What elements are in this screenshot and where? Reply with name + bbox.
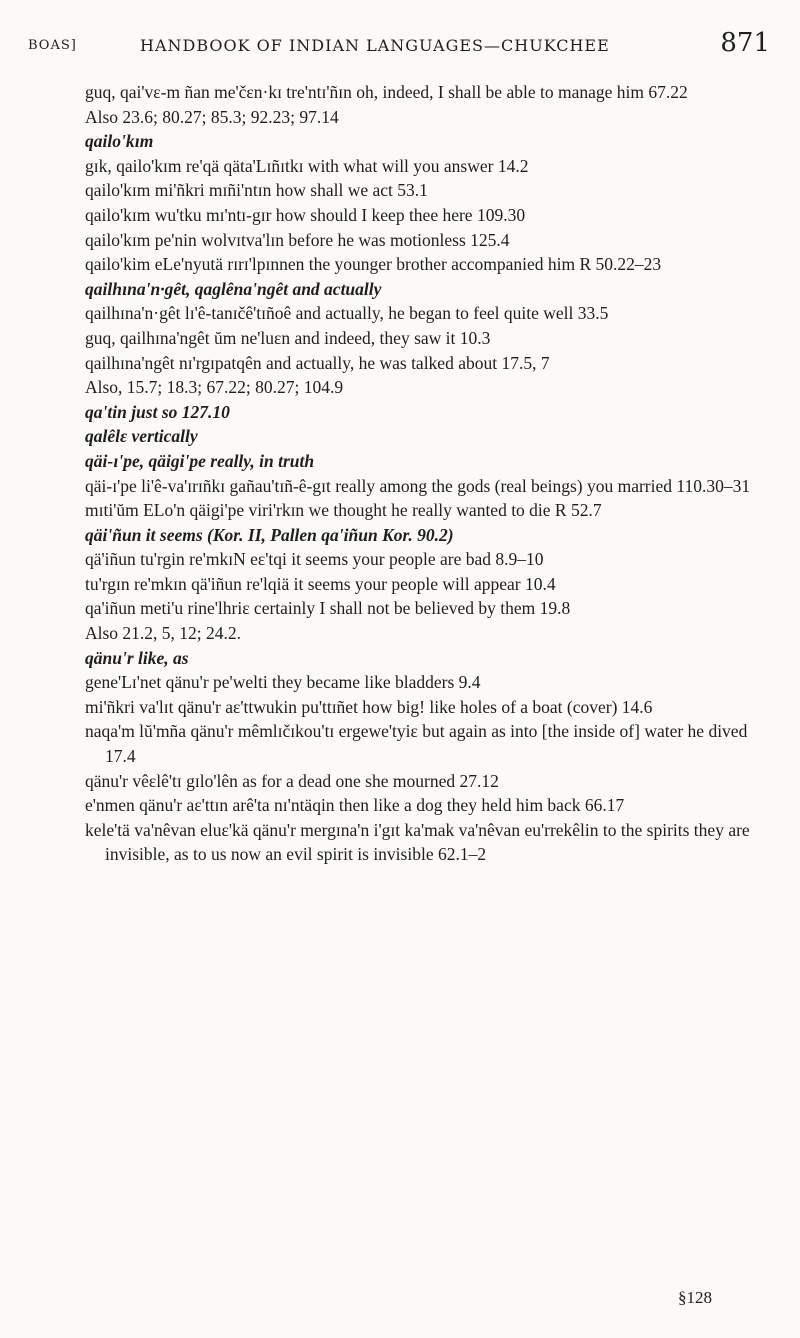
entry-line: qailo'kɪm wu'tku mɪ'ntɪ-gɪr how should I keep thee here 109.30 bbox=[85, 204, 526, 225]
entry-line: qänu'r vêɛlê'tɪ gɪlo'lên as for a dead one she mourned 27.12 bbox=[85, 770, 499, 791]
entry-line: Also, 15.7; 18.3; 67.22; 80.27; 104.9 bbox=[85, 377, 344, 398]
entry-line: qailo'kim eLe'nyutä rɪrɪ'lpɪnnen the younger brother accompanied him R 50.22–23 bbox=[85, 254, 662, 275]
page-number: 871 bbox=[720, 28, 770, 58]
entry-line: naqa'm lŭ'mña qänu'r mêmlɪčɪkou'tɪ ergewe'tyiɛ but again as into [the inside of] water he dived 17.4 bbox=[85, 721, 748, 767]
entry-line: mi'ñkri va'lɪt qänu'r aɛ'ttwukin pu'ttɪñet how big! like holes of a boat (cover) 14.6 bbox=[85, 696, 653, 717]
entry-line: tu'rgɪn re'mkɪn qä'iñun re'lqiä it seems your people will appear 10.4 bbox=[85, 573, 556, 594]
entry-line: qä'iñun tu'rgin re'mkɪN eɛ'tqi it seems your people are bad 8.9–10 bbox=[85, 549, 544, 570]
entry-line: gene'Lɪ'net qänu'r pe'welti they became like bladders 9.4 bbox=[85, 672, 481, 693]
entry-line: e'nmen qänu'r aɛ'ttɪn arê'ta nɪ'ntäqin then like a dog they held him back 66.17 bbox=[85, 795, 625, 816]
entry-line: qailo'kɪm pe'nin wolvɪtva'lɪn before he was motionless 125.4 bbox=[85, 229, 510, 250]
entry-headword: qa'tin just so 127.10 bbox=[85, 401, 230, 422]
section-footer: §128 bbox=[678, 1288, 712, 1307]
entry-line: kele'tä va'nêvan eluɛ'kä qänu'r mergɪna'n i'gɪt ka'mak va'nêvan eu'rrekêlin to the spirits they are invisible, as to us now an evil spirit is invisible 62.1–2 bbox=[85, 819, 750, 865]
header-author: BOAS] bbox=[28, 38, 77, 53]
dictionary-entries bbox=[85, 80, 780, 867]
entry-line: qailhɪna'n·gêt lɪ'ê-tanɪčê'tɪñoê and actually, he began to feel quite well 33.5 bbox=[85, 303, 609, 324]
entry-line: qailhɪna'ngêt nɪ'rgɪpatqên and actually, he was talked about 17.5, 7 bbox=[85, 352, 550, 373]
entry-line: guq, qai'vɛ-m ñan me'čɛn·kɪ tre'ntɪ'ñɪn oh, indeed, I shall be able to manage him 67.22 bbox=[85, 82, 688, 102]
entry-line: qäi-ɪ'pe li'ê-va'ɪrɪñkɪ gañau'tɪñ-ê-gɪt really among the gods (real beings) you married 110.30–31 bbox=[85, 475, 751, 496]
entry-line: mɪti'ŭm ELo'n qäigi'pe viri'rkɪn we thought he really wanted to die R 52.7 bbox=[85, 500, 602, 521]
entry-line: qa'iñun meti'u rine'lhriɛ certainly I shall not be believed by them 19.8 bbox=[85, 598, 571, 619]
entry-line: gɪk, qailo'kɪm re'qä qäta'Lɪñɪtkɪ with what will you answer 14.2 bbox=[85, 155, 529, 176]
entry-headword: qalêlɛ vertically bbox=[85, 426, 198, 447]
entry-headword: qailhɪna'n·gêt, qaglêna'ngêt and actually bbox=[85, 278, 382, 299]
entry-line: guq, qailhɪna'ngêt ŭm ne'luɛn and indeed, they saw it 10.3 bbox=[85, 327, 491, 348]
running-header bbox=[0, 24, 800, 64]
entry-line: Also 21.2, 5, 12; 24.2. bbox=[85, 623, 242, 644]
entry-headword: qäi-ɪ'pe, qäigi'pe really, in truth bbox=[85, 450, 315, 471]
entry-headword: qailo'kɪm bbox=[85, 131, 154, 152]
entry-headword: qänu'r like, as bbox=[85, 647, 189, 668]
entry-line: qailo'kɪm mi'ñkri mɪñi'ntɪn how shall we act 53.1 bbox=[85, 180, 428, 201]
entry-headword: qäi'ñun it seems (Kor. II, Pallen qa'iñun Kor. 90.2) bbox=[85, 524, 454, 545]
entry-line: Also 23.6; 80.27; 85.3; 92.23; 97.14 bbox=[85, 106, 339, 127]
header-title: HANDBOOK OF INDIAN LANGUAGES—CHUKCHEE bbox=[140, 36, 610, 55]
